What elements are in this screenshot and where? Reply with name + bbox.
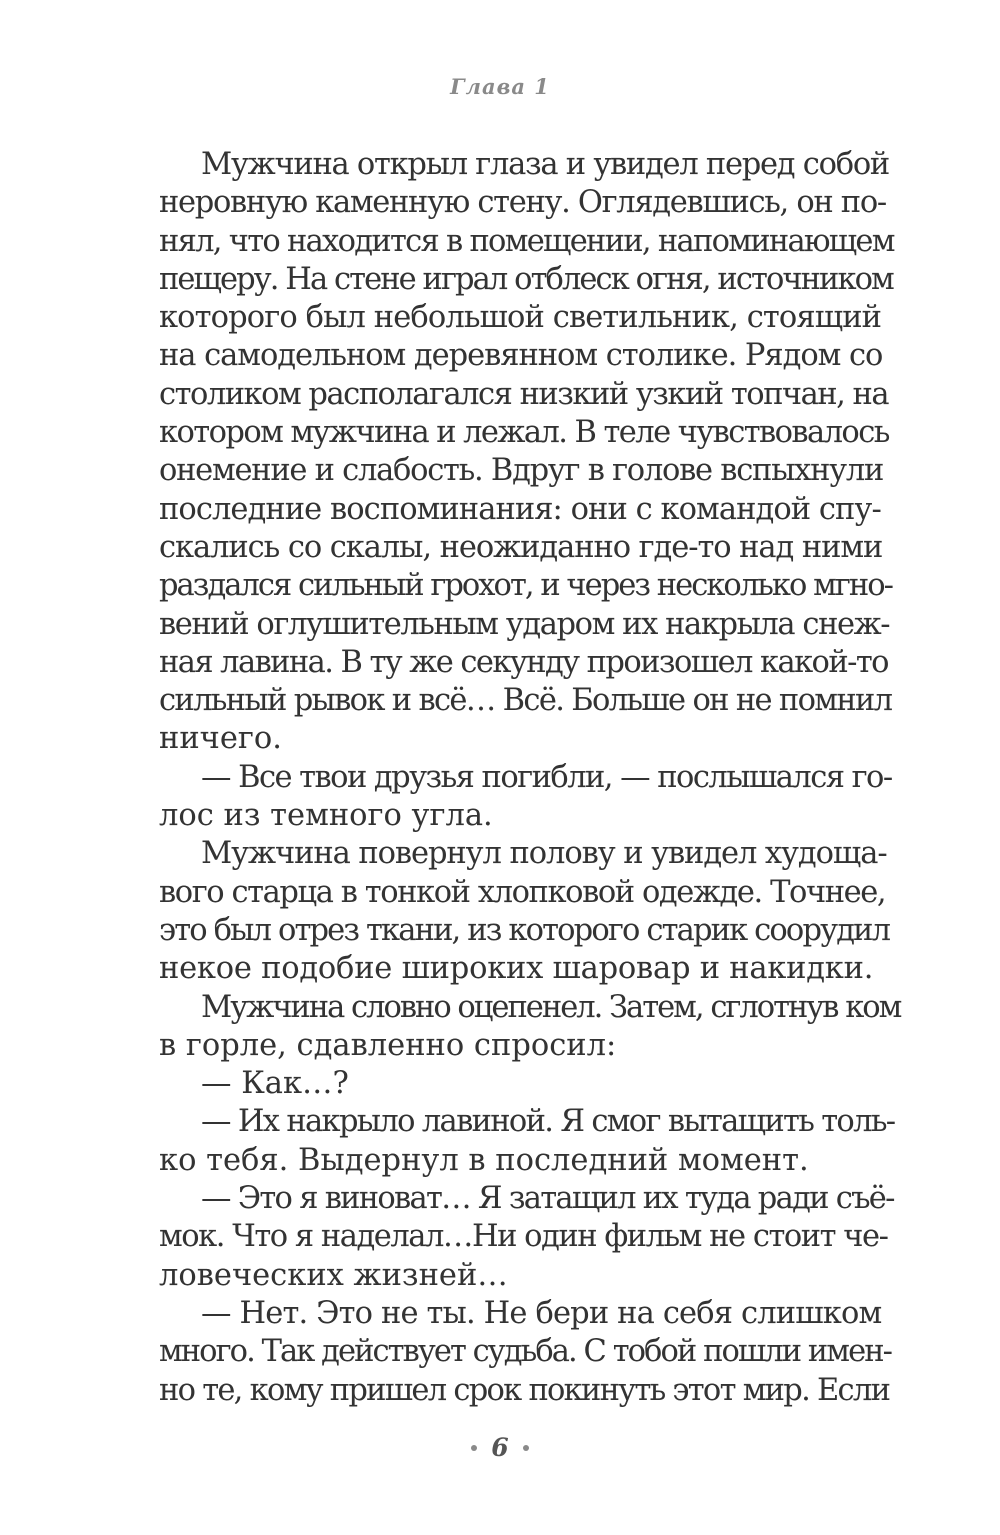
text-line: скались со скалы, неожиданно где-то над ними <box>159 529 883 565</box>
text-line: много. Так действует судьба. С тобой пошли имен- <box>159 1334 891 1370</box>
text-line: Мужчина повернул полову и увидел худоща- <box>201 836 887 872</box>
text-line: — Нет. Это не ты. Не бери на себя слишком <box>201 1295 882 1331</box>
text-line: нял, что находится в помещении, напоминающем <box>159 223 894 259</box>
body-text <box>159 146 901 1410</box>
text-line: — Их накрыло лавиной. Я смог вытащить толь- <box>201 1104 895 1140</box>
text-line: столиком располагался низкий узкий топчан, на <box>159 376 889 412</box>
text-line: ловеческих жизней… <box>159 1257 508 1293</box>
text-line: последние воспоминания: они с командой спу- <box>159 491 881 527</box>
text-line: сильный рывок и всё… Всё. Больше он не помнил <box>159 683 892 719</box>
text-line: — Как…? <box>201 1066 349 1102</box>
text-line: на самодельном деревянном столике. Рядом со <box>159 338 883 374</box>
text-line: вений оглушительным ударом их накрыла снеж- <box>159 606 890 642</box>
bullet-dot-right-icon <box>523 1445 529 1451</box>
text-line: в горле, сдавленно спросил: <box>159 1027 617 1063</box>
text-line: ничего. <box>159 721 282 757</box>
running-head: Глава 1 <box>450 74 550 99</box>
text-line: раздался сильный грохот, и через несколько мгно- <box>159 568 892 604</box>
text-line: это был отрез ткани, из которого старик соорудил <box>159 912 890 948</box>
text-line: — Все твои друзья погибли, — послышался го- <box>201 759 892 795</box>
text-line: онемение и слабость. Вдруг в голове вспыхнули <box>159 453 884 489</box>
text-line: некое подобие широких шаровар и накидки. <box>159 951 874 987</box>
text-line: ная лавина. В ту же секунду произошел какой-то <box>159 644 888 680</box>
bullet-dot-left-icon <box>471 1445 477 1451</box>
text-line: — Это я виноват… Я затащил их туда ради съё- <box>201 1181 894 1217</box>
text-line: но те, кому пришел срок покинуть этот мир. Если <box>159 1372 890 1408</box>
text-line: пещеру. На стене играл отблеск огня, источником <box>159 261 893 297</box>
text-line: Мужчина словно оцепенел. Затем, сглотнув ком <box>201 989 901 1025</box>
text-line: ко тебя. Выдернул в последний момент. <box>159 1142 809 1178</box>
text-line: котором мужчина и лежал. В теле чувствовалось <box>159 415 889 451</box>
text-line: которого был небольшой светильник, стоящий <box>159 300 882 336</box>
text-line: мок. Что я наделал…Ни один фильм не стоит че- <box>159 1219 888 1255</box>
text-line: лос из темного угла. <box>159 798 493 834</box>
text-line: неровную каменную стену. Оглядевшись, он по- <box>159 185 886 221</box>
text-line: вого старца в тонкой хлопковой одежде. Точнее, <box>159 874 886 910</box>
page-number-footer <box>0 1433 1000 1462</box>
text-line: Мужчина открыл глаза и увидел перед собой <box>201 147 889 182</box>
page-number: 6 <box>491 1433 509 1462</box>
